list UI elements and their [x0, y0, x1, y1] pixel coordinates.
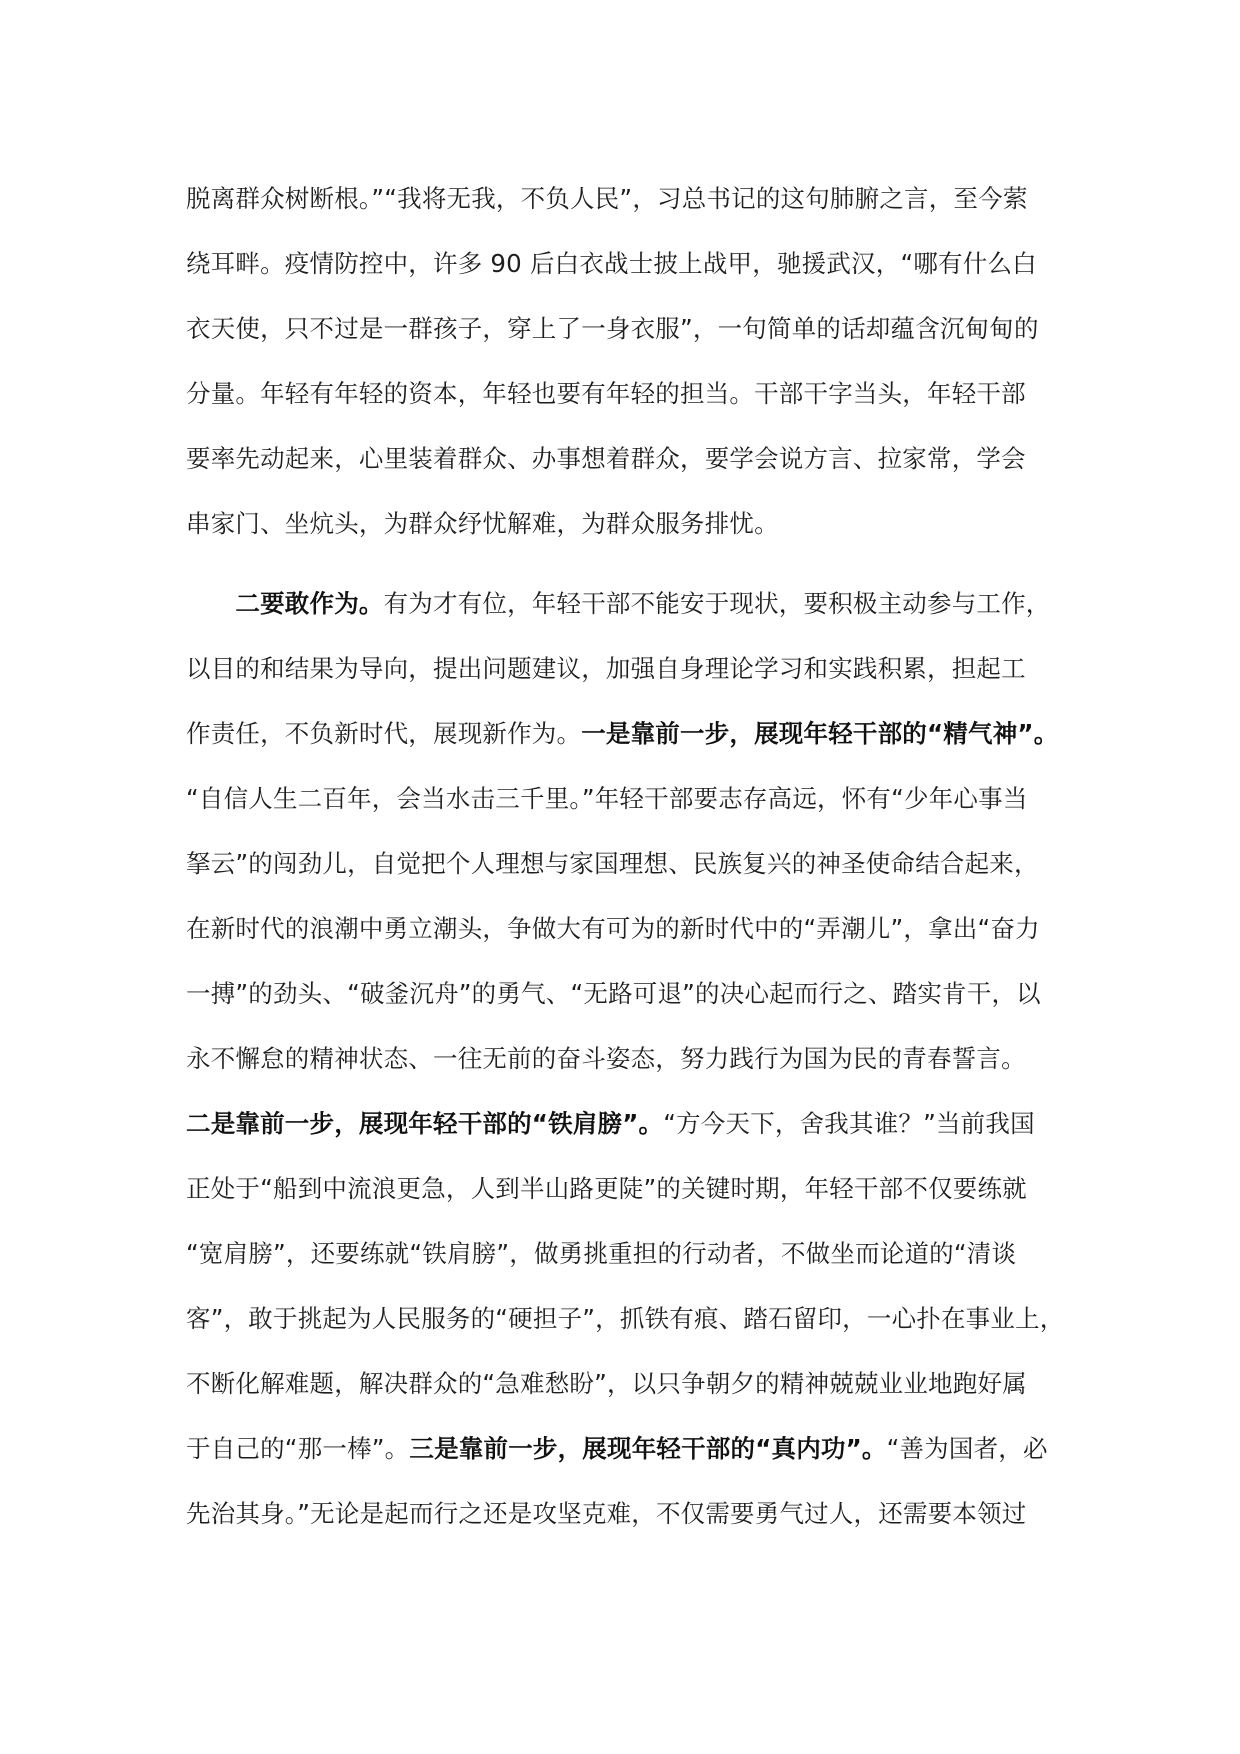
text-line	[186, 231, 1066, 296]
body-text-segment: “宽肩膀”，还要练就“铁肩膀”，做勇挑重担的行动者，不做坐而论道的“清谈	[186, 1239, 1017, 1268]
body-text-segment: 拏云”的闯劲儿，自觉把个人理想与家国理想、民族复兴的神圣使命结合起来，	[186, 849, 1039, 878]
body-text-segment: “自信人生二百年，会当水击三千里。”年轻干部要志存高远，怀有“少年心事当	[186, 784, 1028, 813]
body-text-segment: 以目的和结果为导向，提出问题建议，加强自身理论学习和实践积累，担起工	[186, 654, 1026, 683]
text-line	[186, 636, 1066, 701]
body-text-segment: 分量。年轻有年轻的资本，年轻也要有年轻的担当。干部干字当头，年轻干部	[186, 379, 1026, 408]
text-line	[186, 766, 1066, 831]
text-line	[186, 1221, 1066, 1286]
text-line	[186, 296, 1066, 361]
text-line	[186, 491, 1066, 556]
text-line	[186, 571, 1066, 636]
body-text-segment: 客”，敢于挑起为人民服务的“硬担子”，抓铁有痕、踏石留印，一心扑在事业上，	[186, 1304, 1065, 1333]
text-line	[186, 1091, 1066, 1156]
body-text-segment: 不断化解难题，解决群众的“急难愁盼”，以只争朝夕的精神兢兢业业地跑好属	[186, 1369, 1027, 1398]
body-text-segment: 脱离群众树断根。”“我将无我，不负人民”，习总书记的这句肺腑之言，至今萦	[186, 184, 1028, 213]
text-line	[186, 166, 1066, 231]
body-text-segment: “方今天下，舍我其谁？”当前我国	[663, 1109, 1035, 1138]
text-line	[186, 1286, 1066, 1351]
body-text-segment: 串家门、坐炕头，为群众纾忧解难，为群众服务排忧。	[186, 509, 779, 538]
body-text-segment: 衣天使，只不过是一群孩子，穿上了一身衣服”，一句简单的话却蕴含沉甸甸的	[186, 314, 1039, 343]
body-text-segment: 正处于“船到中流浪更急，人到半山路更陡”的关键时期，年轻干部不仅要练就	[186, 1174, 1027, 1203]
text-line	[186, 896, 1066, 961]
paragraph-spacing	[186, 556, 1066, 571]
body-text-segment: 在新时代的浪潮中勇立潮头，争做大有可为的新时代中的“弄潮儿”，拿出“奋力	[186, 914, 1040, 943]
body-text-segment: 要率先动起来，心里装着群众、办事想着群众，要学会说方言、拉家常，学会	[186, 444, 1026, 473]
text-line	[186, 701, 1066, 766]
bold-heading-text: 一是靠前一步，展现年轻干部的“精气神”。	[581, 719, 1059, 748]
body-text-segment: 永不懈怠的精神状态、一往无前的奋斗姿态，努力践行为国为民的青春誓言。	[186, 1044, 1026, 1073]
text-line	[186, 961, 1066, 1026]
text-line	[186, 1026, 1066, 1091]
body-text-segment: 于自己的“那一棒”。	[186, 1434, 410, 1463]
body-text-segment: 绕耳畔。疫情防控中，许多 90 后白衣战士披上战甲，驰援武汉，“哪有什么白	[186, 249, 1037, 278]
body-text-segment: 作责任，不负新时代，展现新作为。	[186, 719, 582, 748]
text-line	[186, 831, 1066, 896]
paragraph	[186, 571, 1066, 1546]
paragraph	[186, 166, 1066, 556]
body-text-segment: “善为国者，必	[886, 1434, 1048, 1463]
body-text-segment: 有为才有位，年轻干部不能安于现状，要积极主动参与工作，	[383, 589, 1051, 618]
text-line	[186, 1156, 1066, 1221]
bold-heading-text: 二是靠前一步，展现年轻干部的“铁肩膀”。	[186, 1109, 664, 1138]
bold-heading-text: 三是靠前一步，展现年轻干部的“真内功”。	[409, 1434, 887, 1463]
document-body	[186, 166, 1066, 1546]
text-line	[186, 361, 1066, 426]
body-text-segment: 先治其身。”无论是起而行之还是攻坚克难，不仅需要勇气过人，还需要本领过	[186, 1499, 1027, 1528]
text-line	[186, 1351, 1066, 1416]
text-line	[186, 1416, 1066, 1481]
bold-heading-text: 二要敢作为。	[186, 589, 384, 618]
text-line	[186, 1481, 1066, 1546]
body-text-segment: 一搏”的劲头、“破釜沉舟”的勇气、“无路可退”的决心起而行之、踏实肯干，以	[186, 979, 1041, 1008]
text-line	[186, 426, 1066, 491]
